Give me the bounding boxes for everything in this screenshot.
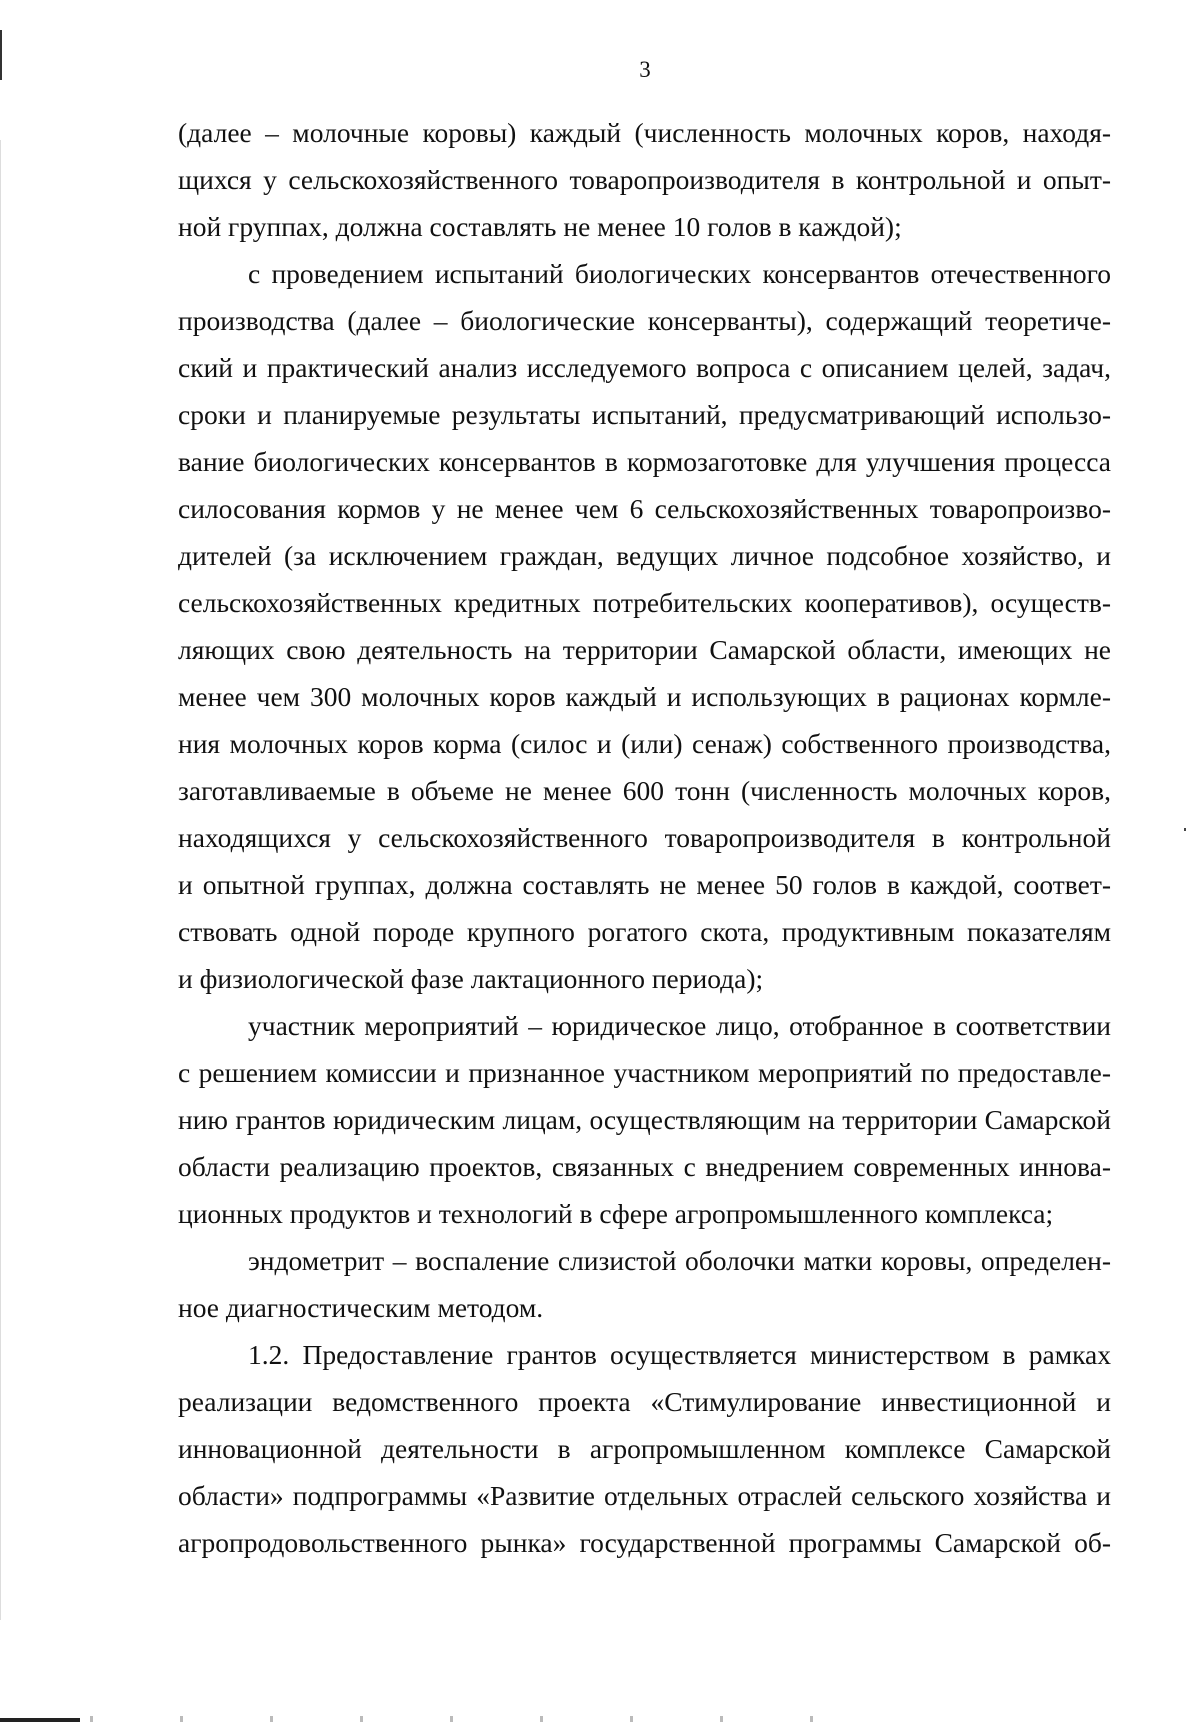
text-line: дителей (за исключением граждан, ведущих личное подсобное хозяйство, и (178, 540, 1111, 571)
text-line: нию грантов юридическим лицам, осуществляющим на территории Самарской (178, 1104, 1111, 1135)
text-line: (далее – молочные коровы) каждый (численность молочных коров, находя- (178, 117, 1111, 148)
text-line: области» подпрограммы «Развитие отдельных отраслей сельского хозяйства и (178, 1480, 1111, 1511)
text-line: сроки и планируемые результаты испытаний, предусматривающий использо- (178, 399, 1111, 430)
document-body (178, 109, 1111, 1566)
text-line: вание биологических консервантов в кормозаготовке для улучшения процесса (178, 446, 1111, 477)
text-line: агропродовольственного рынка» государственной программы Самарской об- (178, 1527, 1111, 1558)
scan-bottom-edge (0, 1718, 80, 1722)
text-line: ционных продуктов и технологий в сфере агропромышленного комплекса; (178, 1198, 1054, 1229)
text-line: ния молочных коров корма (силос и (или) сенаж) собственного производства, (178, 728, 1111, 759)
scan-bottom-specks (90, 1716, 840, 1722)
text-line: и физиологической фазе лактационного периода); (178, 963, 764, 994)
text-line: области реализацию проектов, связанных с внедрением современных иннова- (178, 1151, 1111, 1182)
text-line: и опытной группах, должна составлять не менее 50 голов в каждой, соответ- (178, 869, 1111, 900)
text-line: ной группах, должна составлять не менее 10 голов в каждой); (178, 211, 902, 242)
text-line: заготавливаемые в объеме не менее 600 тонн (численность молочных коров, (178, 775, 1111, 806)
text-line: с проведением испытаний биологических консервантов отечественного (248, 258, 1111, 289)
text-line: инновационной деятельности в агропромышленном комплексе Самарской (178, 1433, 1111, 1464)
text-line: силосования кормов у не менее чем 6 сельскохозяйственных товаропроизво- (178, 493, 1111, 524)
text-line: ский и практический анализ исследуемого вопроса с описанием целей, задач, (178, 352, 1111, 383)
text-line: щихся у сельскохозяйственного товаропроизводителя в контрольной и опыт- (178, 164, 1111, 195)
text-line: ляющих свою деятельность на территории Самарской области, имеющих не (178, 634, 1111, 665)
text-line: с решением комиссии и признанное участником мероприятий по предоставле- (178, 1057, 1111, 1088)
text-line: реализации ведомственного проекта «Стимулирование инвестиционной и (178, 1386, 1111, 1417)
text-line: ствовать одной породе крупного рогатого скота, продуктивным показателям (178, 916, 1111, 947)
text-line: менее чем 300 молочных коров каждый и использующих в рационах кормле- (178, 681, 1111, 712)
text-line: 1.2. Предоставление грантов осуществляется министерством в рамках (248, 1339, 1111, 1370)
text-line: сельскохозяйственных кредитных потребительских кооперативов), осуществ- (178, 587, 1111, 618)
text-line: производства (далее – биологические консерванты), содержащий теоретиче- (178, 305, 1111, 336)
page-number: 3 (639, 57, 651, 82)
scan-speck (1184, 828, 1186, 831)
text-line: ное диагностическим методом. (178, 1292, 544, 1323)
text-line: находящихся у сельскохозяйственного товаропроизводителя в контрольной (178, 822, 1111, 853)
text-line: участник мероприятий – юридическое лицо, отобранное в соответствии (248, 1010, 1111, 1041)
text-line: эндометрит – воспаление слизистой оболочки матки коровы, определен- (248, 1245, 1111, 1276)
scan-edge-shadow (0, 140, 1, 1620)
